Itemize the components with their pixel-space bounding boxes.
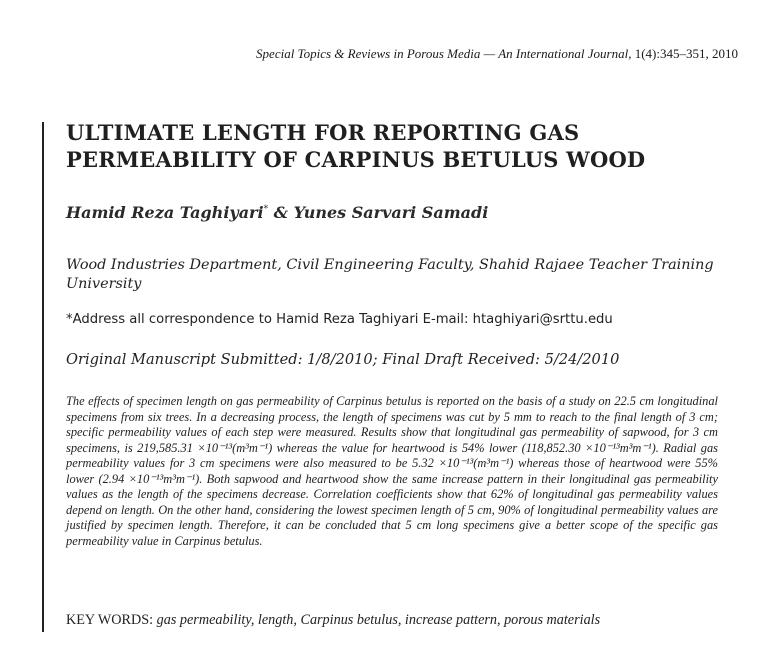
keywords-list: gas permeability, length, Carpinus betulus, increase pattern, porous materials [156,612,601,628]
manuscript-dates: Original Manuscript Submitted: 1/8/2010; Final Draft Received: 5/24/2010 [66,351,620,368]
author-separator: & [268,203,294,222]
journal-name: Special Topics & Reviews in Porous Media — An International Journal, [256,46,632,61]
title-line-1: ULTIMATE LENGTH FOR REPORTING GAS [66,120,580,145]
keywords [66,612,600,629]
abstract: The effects of specimen length on gas permeability of Carpinus betulus is reported on the basis of a study on 22.5 cm longitudinal specimens from six trees. In a decreasing process, the length of specimens was cut by 5 mm to reach to the final length of 3 cm; specific permeability values of each step were measured. Results show that longitudinal gas permeability of sapwood, for 3 cm specimens, is 219,585.31 ×10⁻¹³(m³m⁻¹) whereas the value for heartwood is 54% lower (118,852.30 ×10⁻¹³m³m⁻¹). Radial gas permeability values for 3 cm specimens were also measured to be 5.32 ×10⁻¹³(m³m⁻¹) whereas those of heartwood were 55% lower (2.94 ×10⁻¹³m³m⁻¹). Both sapwood and heartwood show the same increase pattern in their longitudinal gas permeability values as the length of the specimens decrease. Correlation coefficients show that 62% of longitudinal gas permeability values depend on length. On the other hand, considering the lowest specimen length of 5 cm, 90% of longitudinal permeability values are justified by specimen length. Therefore, it can be concluded that 5 cm long specimens give a better scope of the specific gas permeability value in Carpinus betulus. [66,394,718,548]
author-list [66,203,488,222]
journal-citation [256,46,738,62]
affiliation: Wood Industries Department, Civil Engineering Faculty, Shahid Rajaee Teacher Training University [66,257,714,292]
corresponding-mark: * [263,204,269,215]
correspondence-note: *Address all correspondence to Hamid Reza Taghiyari E-mail: htaghiyari@srttu.edu [66,312,613,327]
author-1: Hamid Reza Taghiyari [66,203,264,222]
keywords-label: KEY WORDS: [66,612,157,628]
paper-title [66,119,706,173]
volume-pages-year: 1(4):345–351, 2010 [631,46,738,61]
margin-rule [42,122,44,632]
author-2: Yunes Sarvari Samadi [293,203,489,222]
title-line-2: PERMEABILITY OF CARPINUS BETULUS WOOD [66,147,646,172]
